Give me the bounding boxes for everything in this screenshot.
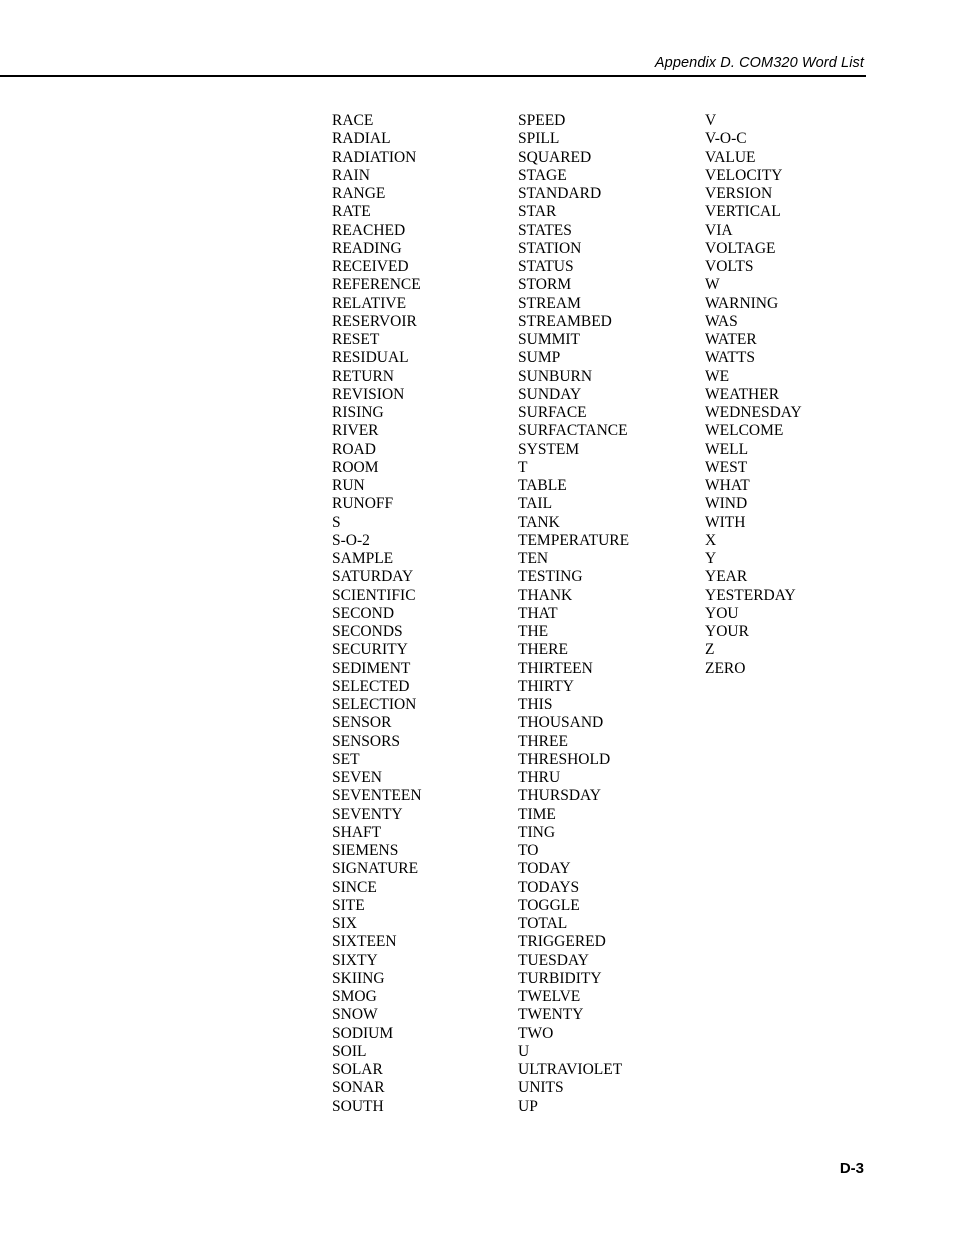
word-list-item: TESTING (518, 568, 583, 586)
word-list-item: RACE (332, 112, 374, 129)
word-list-item: VERSION (705, 185, 773, 202)
word-list-item: STORM (518, 276, 572, 294)
word-list-item: TING (518, 823, 556, 841)
page-number: D-3 (839, 1160, 864, 1177)
word-list-item: SODIUM (332, 1024, 394, 1042)
word-list-item: TAIL (518, 495, 553, 513)
word-list-item: REACHED (332, 221, 406, 239)
word-list-item: STAR (518, 203, 557, 221)
word-list-item: WARNING (705, 294, 779, 312)
word-list-item: SECURITY (332, 641, 408, 659)
word-list-item: RETURN (332, 367, 394, 385)
word-list-item: SIEMENS (332, 842, 399, 859)
word-list-item: ZERO (705, 659, 746, 677)
word-list-item: RATE (332, 203, 371, 221)
word-list-item: SITE (332, 896, 365, 914)
word-list-item: WE (705, 367, 730, 385)
word-list-item: TWENTY (518, 1006, 584, 1024)
word-list-item: T (518, 458, 528, 476)
word-list-item: VOLTS (705, 258, 754, 275)
word-list-item: SUMMIT (518, 331, 581, 348)
word-list-item: U (518, 1042, 530, 1060)
word-list-item: SUNDAY (518, 385, 582, 403)
word-list-item: SAMPLE (332, 550, 394, 567)
word-list-item: YOU (705, 604, 739, 622)
word-list-item: SQUARED (518, 148, 592, 166)
word-list-item: THURSDAY (518, 787, 601, 805)
word-list-item: THOUSAND (518, 714, 604, 732)
word-list-item: THANK (518, 586, 573, 604)
word-list-item: SEVENTEEN (332, 787, 422, 805)
word-list-item: S-O-2 (332, 531, 370, 549)
word-list-item: UNITS (518, 1079, 564, 1097)
word-list-item: STATION (518, 239, 582, 257)
word-list-item: STAGE (518, 166, 567, 184)
word-list-item: THIS (518, 696, 553, 713)
word-list-item: VIA (705, 221, 733, 239)
word-list-item: TOTAL (518, 915, 568, 932)
word-list-item: Y (705, 550, 717, 567)
word-list-item: WELCOME (705, 422, 784, 440)
word-list-item: VERTICAL (705, 203, 781, 221)
word-list-item: REVISION (332, 385, 405, 403)
word-list-item: RIVER (332, 422, 379, 440)
word-list-item: X (705, 531, 717, 549)
word-list-item: RESIDUAL (332, 349, 409, 367)
word-list-item: RISING (332, 404, 384, 421)
word-list-item: SUMP (518, 349, 561, 367)
word-list-item: SECOND (332, 604, 395, 622)
word-list-item: RESERVOIR (332, 312, 417, 330)
word-list-item: V (705, 112, 717, 129)
word-list-item: REFERENCE (332, 276, 421, 294)
word-list-item: STREAM (518, 294, 581, 312)
word-list-item: VOLTAGE (705, 239, 776, 257)
word-list-item: SEVEN (332, 769, 382, 786)
word-list-item: WIND (705, 495, 748, 513)
word-list-item: TURBIDITY (518, 969, 602, 987)
word-list-item: SYSTEM (518, 440, 580, 458)
word-list-item: SENSOR (332, 714, 392, 732)
word-list-item: SECONDS (332, 623, 403, 640)
word-list-item: ROOM (332, 458, 379, 476)
word-list-item: SNOW (332, 1006, 378, 1024)
word-list-item: RADIAL (332, 130, 391, 148)
word-list-item: SMOG (332, 988, 377, 1005)
word-list-item: W (705, 276, 720, 294)
word-list-item: THERE (518, 641, 568, 659)
word-list-item: TO (518, 842, 539, 859)
word-list-item: SURFACTANCE (518, 422, 628, 440)
word-list-item: WELL (705, 440, 749, 458)
word-list-item: SKIING (332, 969, 385, 987)
word-list-item: THIRTEEN (518, 659, 593, 677)
word-list-item: WEATHER (705, 385, 780, 403)
word-list-item: TRIGGERED (518, 933, 606, 951)
word-list-item: TODAYS (518, 878, 580, 896)
word-list-item: STANDARD (518, 185, 602, 202)
word-list-item: RAIN (332, 166, 370, 184)
running-header-title: Appendix D. COM320 Word List (654, 55, 864, 71)
word-list-item: TUESDAY (518, 951, 589, 969)
word-list-item: TEN (518, 550, 549, 567)
word-list-item: SHAFT (332, 823, 382, 841)
word-list-item: THRU (518, 769, 561, 786)
word-list-item: SIXTEEN (332, 933, 397, 951)
word-list-item: THRESHOLD (518, 750, 611, 768)
word-column-3 (705, 112, 802, 678)
word-list-item: SEVENTY (332, 805, 403, 823)
word-list-item: TIME (518, 805, 556, 823)
word-list-item: TOGGLE (518, 896, 580, 914)
word-column-1 (332, 112, 422, 1116)
word-list-item: RADIATION (332, 148, 417, 166)
word-list-item: SOIL (332, 1042, 367, 1060)
word-list-item: SOUTH (332, 1097, 384, 1115)
word-list-item: STATUS (518, 258, 574, 275)
word-list-item: SELECTION (332, 696, 417, 713)
word-list-item: VELOCITY (705, 166, 783, 184)
word-list-item: SOLAR (332, 1061, 383, 1078)
word-list-item: READING (332, 239, 402, 257)
word-list-item: RUNOFF (332, 495, 394, 513)
word-list-item: TWELVE (518, 988, 581, 1005)
word-list-item: YESTERDAY (705, 586, 796, 604)
word-list-item: V-O-C (705, 130, 747, 148)
word-list-item: SEDIMENT (332, 659, 411, 677)
word-list-item: RECEIVED (332, 258, 409, 275)
word-list-item: TABLE (518, 477, 567, 494)
word-list-item: Z (705, 641, 715, 659)
word-list-item: VALUE (705, 148, 756, 166)
word-list-item: THE (518, 623, 549, 640)
word-list-item: SIXTY (332, 951, 378, 969)
word-list-item: TODAY (518, 860, 571, 878)
word-list-item: SPILL (518, 130, 560, 148)
word-list-item: TANK (518, 513, 560, 531)
word-list-item: TWO (518, 1024, 554, 1042)
word-list-item: SUNBURN (518, 367, 593, 385)
word-list-item: THREE (518, 732, 568, 750)
header-rule (0, 75, 866, 77)
word-list-item: SURFACE (518, 404, 587, 421)
word-list-item: STREAMBED (518, 312, 612, 330)
word-list-item: SELECTED (332, 677, 410, 695)
word-list-item: WEDNESDAY (705, 404, 802, 421)
word-list-item: WEST (705, 458, 748, 476)
word-list-item: SENSORS (332, 732, 401, 750)
word-list-item: WITH (705, 513, 746, 531)
word-list-item: ULTRAVIOLET (518, 1061, 623, 1078)
word-list-item: SCIENTIFIC (332, 586, 416, 604)
word-list-item: THIRTY (518, 677, 574, 695)
word-column-2 (518, 112, 629, 1116)
word-list-item: THAT (518, 604, 558, 622)
word-list-item: SINCE (332, 878, 377, 896)
word-list-item: ROAD (332, 440, 376, 458)
word-list-item: TEMPERATURE (518, 531, 630, 549)
word-list-item: STATES (518, 221, 572, 239)
word-list-item: YOUR (705, 623, 749, 640)
word-list-item: SET (332, 750, 360, 768)
word-list-item: SONAR (332, 1079, 385, 1097)
word-list-item: SPEED (518, 112, 566, 129)
word-list-item: UP (518, 1097, 538, 1115)
word-list-item: SIGNATURE (332, 860, 419, 878)
word-list-item: WAS (705, 312, 738, 330)
word-list-item: YEAR (705, 568, 748, 586)
word-list-item: RESET (332, 331, 380, 348)
word-list-item: SATURDAY (332, 568, 414, 586)
word-list-item: S (332, 513, 341, 531)
word-list-item: SIX (332, 915, 357, 932)
word-list-item: RELATIVE (332, 294, 407, 312)
word-list-item: RUN (332, 477, 365, 494)
word-list-item: WHAT (705, 477, 750, 494)
word-list-item: WATER (705, 331, 757, 348)
word-list-item: RANGE (332, 185, 386, 202)
word-list-item: WATTS (705, 349, 755, 367)
